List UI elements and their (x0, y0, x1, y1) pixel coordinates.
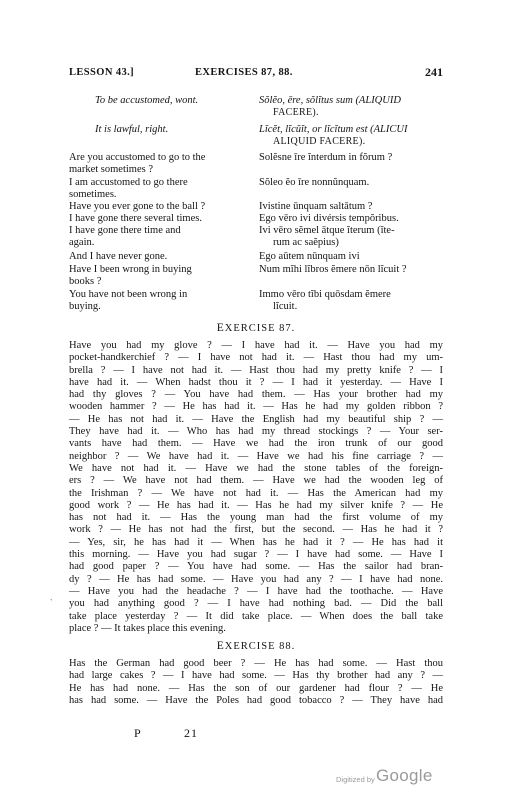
exercise-88-title-initial: E (216, 640, 225, 652)
exercise87-line: you had anything good ? — I have had nothing bad. — Did the ball (69, 598, 443, 610)
vocab-latin: Solĕsne īre ĭnterdum in fŏrum ? (259, 152, 393, 163)
exercise87-line: the Irishman ? — We have not had it. — Has the American had my (69, 487, 443, 499)
vocab-latin: Ego vēro ivi divérsis tempŏribus. (259, 213, 399, 224)
exercise87-line: Have you had my glove ? — I have had it. — Have you had my (69, 340, 443, 351)
vocab-latin-line: Lĭcĕt, lĭcŭĭt, or lĭcĭtum est (ALICUI (259, 124, 408, 135)
exercises-label: EXERCISES 87, 88. (195, 67, 293, 78)
vocab-english-line: Have I been wrong in buying (69, 264, 192, 275)
vocab-latin-line: lĭcuit. (273, 300, 298, 312)
exercise87-line: — Yes, sir, he has had it — When has he had it ? — He has had it (69, 536, 443, 548)
vocab-latin-line: Immo vēro tĭbi quōsdam ĕmere (259, 289, 391, 300)
vocab-english: And I have never gone. (69, 251, 168, 262)
vocab-english: It is lawful, right. (95, 124, 169, 135)
vocab-english-line: again. (69, 236, 95, 248)
vocab-latin (259, 225, 443, 248)
exercise87-line: take place yesterday ? — It did take place. — When does the ball take (69, 610, 443, 622)
exercise-88-title (69, 640, 443, 652)
vocab-latin: Ivistine ūnquam saltātum ? (259, 201, 373, 212)
exercise-87-title (69, 322, 443, 334)
exercise-87-title-rest: XERCISE 87. (224, 323, 296, 334)
vocab-english-line: I have gone there time and (69, 225, 181, 236)
vocab-latin: Ego aūtem nūnquam ivi (259, 251, 360, 262)
vocab-english (69, 177, 247, 200)
vocab-english-line: books ? (69, 275, 102, 287)
printer-signature (134, 726, 198, 741)
exercise87-line: had thy gloves ? — You have had them. — Has your brother had my (69, 389, 443, 401)
vocab-latin-line: FACERE). (273, 106, 319, 118)
vocab-english-line: sometimes. (69, 188, 117, 200)
exercise-87-title-initial: E (216, 322, 225, 334)
exercise87-line: They have had it. — Who has had my thread stockings ? — Your ser- (69, 426, 443, 438)
vocab-english: To be accustomed, wont. (95, 95, 199, 106)
vocab-latin (259, 124, 443, 147)
watermark-caption: Digitized by (336, 775, 375, 784)
page-number: 241 (425, 65, 443, 79)
exercise87-line: ers ? — We have not had them. — Have we had the wooden leg of (69, 475, 443, 487)
exercise87-line: have had it. — When hadst thou it ? — I had it yesterday. — Have I (69, 376, 443, 388)
vocab-latin-line: rum ac saĕpius) (273, 236, 339, 248)
margin-mark: ` (50, 598, 53, 607)
vocab-english-line: Are you accustomed to go to the (69, 152, 206, 163)
exercise-88-body (69, 658, 443, 707)
vocab-english (69, 225, 247, 248)
signature-letter: P (134, 726, 142, 740)
vocab-latin (259, 289, 443, 312)
exercise87-line: good work ? — He has had it. — Has he had my silver knife ? — He (69, 499, 443, 511)
vocab-latin: Num mĭhi lĭbros ĕmere nōn lĭcuit ? (259, 264, 407, 275)
vocab-english (69, 152, 247, 175)
google-logo: Google (376, 766, 433, 785)
vocab-english: I have gone there several times. (69, 213, 202, 224)
vocab-english (69, 264, 247, 287)
vocab-latin-line: ALIQUID FACERE). (273, 135, 366, 147)
exercise88-line: Has the German had good beer ? — He has had some. — Hast thou (69, 658, 443, 669)
lesson-label: LESSON 43.] (69, 67, 135, 78)
exercise87-line: — Have you had the headache ? — I have had the toothache. — Have (69, 585, 443, 597)
vocab-english: Have you ever gone to the ball ? (69, 201, 206, 212)
vocab-english-line: buying. (69, 300, 101, 312)
exercise87-line: vants have had them. — Have we had the iron trunk of our good (69, 438, 443, 450)
exercise88-line: He has had none. — Has the son of our gardener had flour ? — He (69, 682, 443, 694)
exercise87-line: had good paper ? — You have had some. — Has the sailor had bran- (69, 561, 443, 573)
exercise-87-body (69, 340, 443, 635)
vocab-english-line: market sometimes ? (69, 163, 153, 175)
exercise87-line: work ? — He has not had the first, but the second. — Has he had it ? (69, 524, 443, 536)
vocab-latin: Sŏleo ĕo īre nonnŭnquam. (259, 177, 370, 188)
exercise87-line: brella ? — I have not had it. — Hast thou had my pretty knife ? — I (69, 364, 443, 376)
exercise88-line: has had some. — Have the Poles had good tobacco ? — They have had (69, 694, 443, 706)
exercise87-line: We have not had it. — Have we had the stone tables of the foreign- (69, 462, 443, 474)
exercise87-line: neighbor ? — We have had it. — Have we had his fine carriage ? — (69, 450, 443, 462)
exercise87-line: this morning. — Have you had sugar ? — I have had some. — Have I (69, 549, 443, 561)
vocab-english-line: You have not been wrong in (69, 289, 188, 300)
exercise-88-title-rest: XERCISE 88. (224, 641, 296, 652)
exercise87-line: pocket-handkerchief ? — I have not had it. — Hast thou had my um- (69, 352, 443, 364)
vocab-latin-line: Sŏlĕo, ēre, sŏlĭtus sum (ALIQUID (259, 95, 401, 106)
vocab-english (69, 289, 247, 312)
exercise87-line: has not had it. — Has the young man had the first volume of my (69, 512, 443, 524)
vocab-latin (259, 95, 443, 118)
signature-number: 21 (184, 726, 198, 740)
running-header (69, 65, 443, 81)
exercise87-line: — He has not had it. — Have the English had my beautiful ship ? — (69, 413, 443, 425)
exercise87-line: place ? — It takes place this evening. (69, 622, 226, 634)
exercise87-line: wooden hammer ? — He has had it. — Has he had my golden ribbon ? (69, 401, 443, 413)
exercise87-line: dy ? — He has had some. — Have you had any ? — I have had none. (69, 573, 443, 585)
vocab-latin-line: Ivi vēro sĕmel ātque ĭterum (ĭte- (259, 225, 395, 236)
vocab-english-line: I am accustomed to go there (69, 177, 188, 188)
exercise88-line: had large cakes ? — I have had some. — Has thy brother had any ? — (69, 670, 443, 682)
